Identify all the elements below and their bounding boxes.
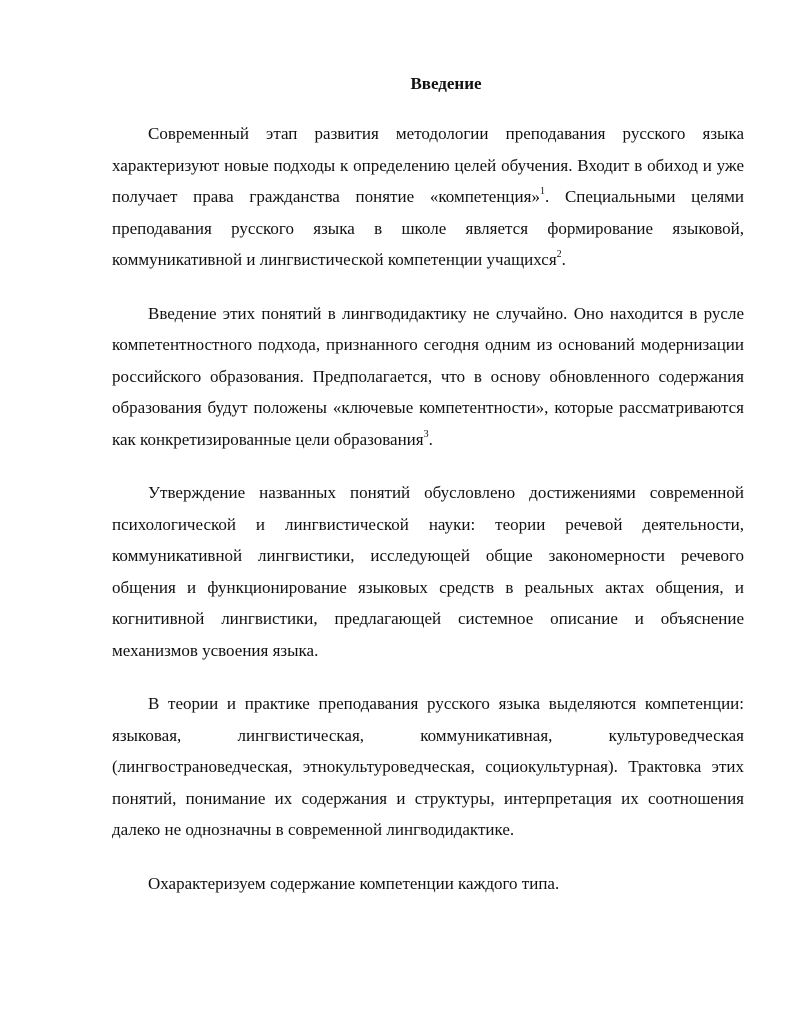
paragraph [112,688,744,846]
paragraph-text: Современный этап развития методологии преподавания русского языка характеризуют новые подходы к определению целей обучения. Входит в обиход и уже получает права гражданства понятие «компетенция» [112,124,744,206]
paragraph-text: . [428,429,433,449]
paragraph [112,868,744,900]
paragraph-text: Утверждение названных понятий обусловлено достижениями современной психологической и лингвистической науки: теории речевой деятельности, коммуникативной лингвистики, исследующей общие закономерности речевого общения и функционирование языковых средств в реальных актах общения, и когнитивной лингвистики, предлагающей системное описание и объяснение механизмов усвоения языка. [112,483,744,660]
document-page [112,72,744,921]
paragraph-text: . [561,250,566,269]
paragraph [112,298,744,456]
paragraph-text: В теории и практике преподавания русского языка выделяются компетенции: языковая, лингвистическая, коммуникативная, культуроведческая (лингвострановедческая, этнокультуроведческая, социокультурная). Трактовка этих понятий, понимание их содержания и структуры, интерпретация их соотношения далеко не однозначны в современной лингводидактике. [112,694,744,839]
paragraph-text: Охарактеризуем содержание компетенции каждого типа. [148,873,560,893]
document-body [112,118,744,899]
page-title: Введение [410,74,482,93]
footnote-marker[interactable]: 1 [539,186,545,198]
paragraph [112,477,744,666]
footnote-marker[interactable]: 2 [556,249,562,261]
footnote-marker[interactable]: 3 [423,428,429,440]
paragraph-text: Введение этих понятий в лингводидактику не случайно. Оно находится в русле компетентностного подхода, признанного сегодня одним из оснований модернизации российского образования. Предполагается, что в основу обновленного содержания образования будут положены «ключевые компетентности», которые рассматриваются как конкретизированные цели образования [112,303,744,449]
paragraph-text: . Специальными целями преподавания русского языка в школе является формирование языковой, коммуникативной и лингвистической компетенции учащихся [112,187,744,269]
paragraph [112,118,744,276]
